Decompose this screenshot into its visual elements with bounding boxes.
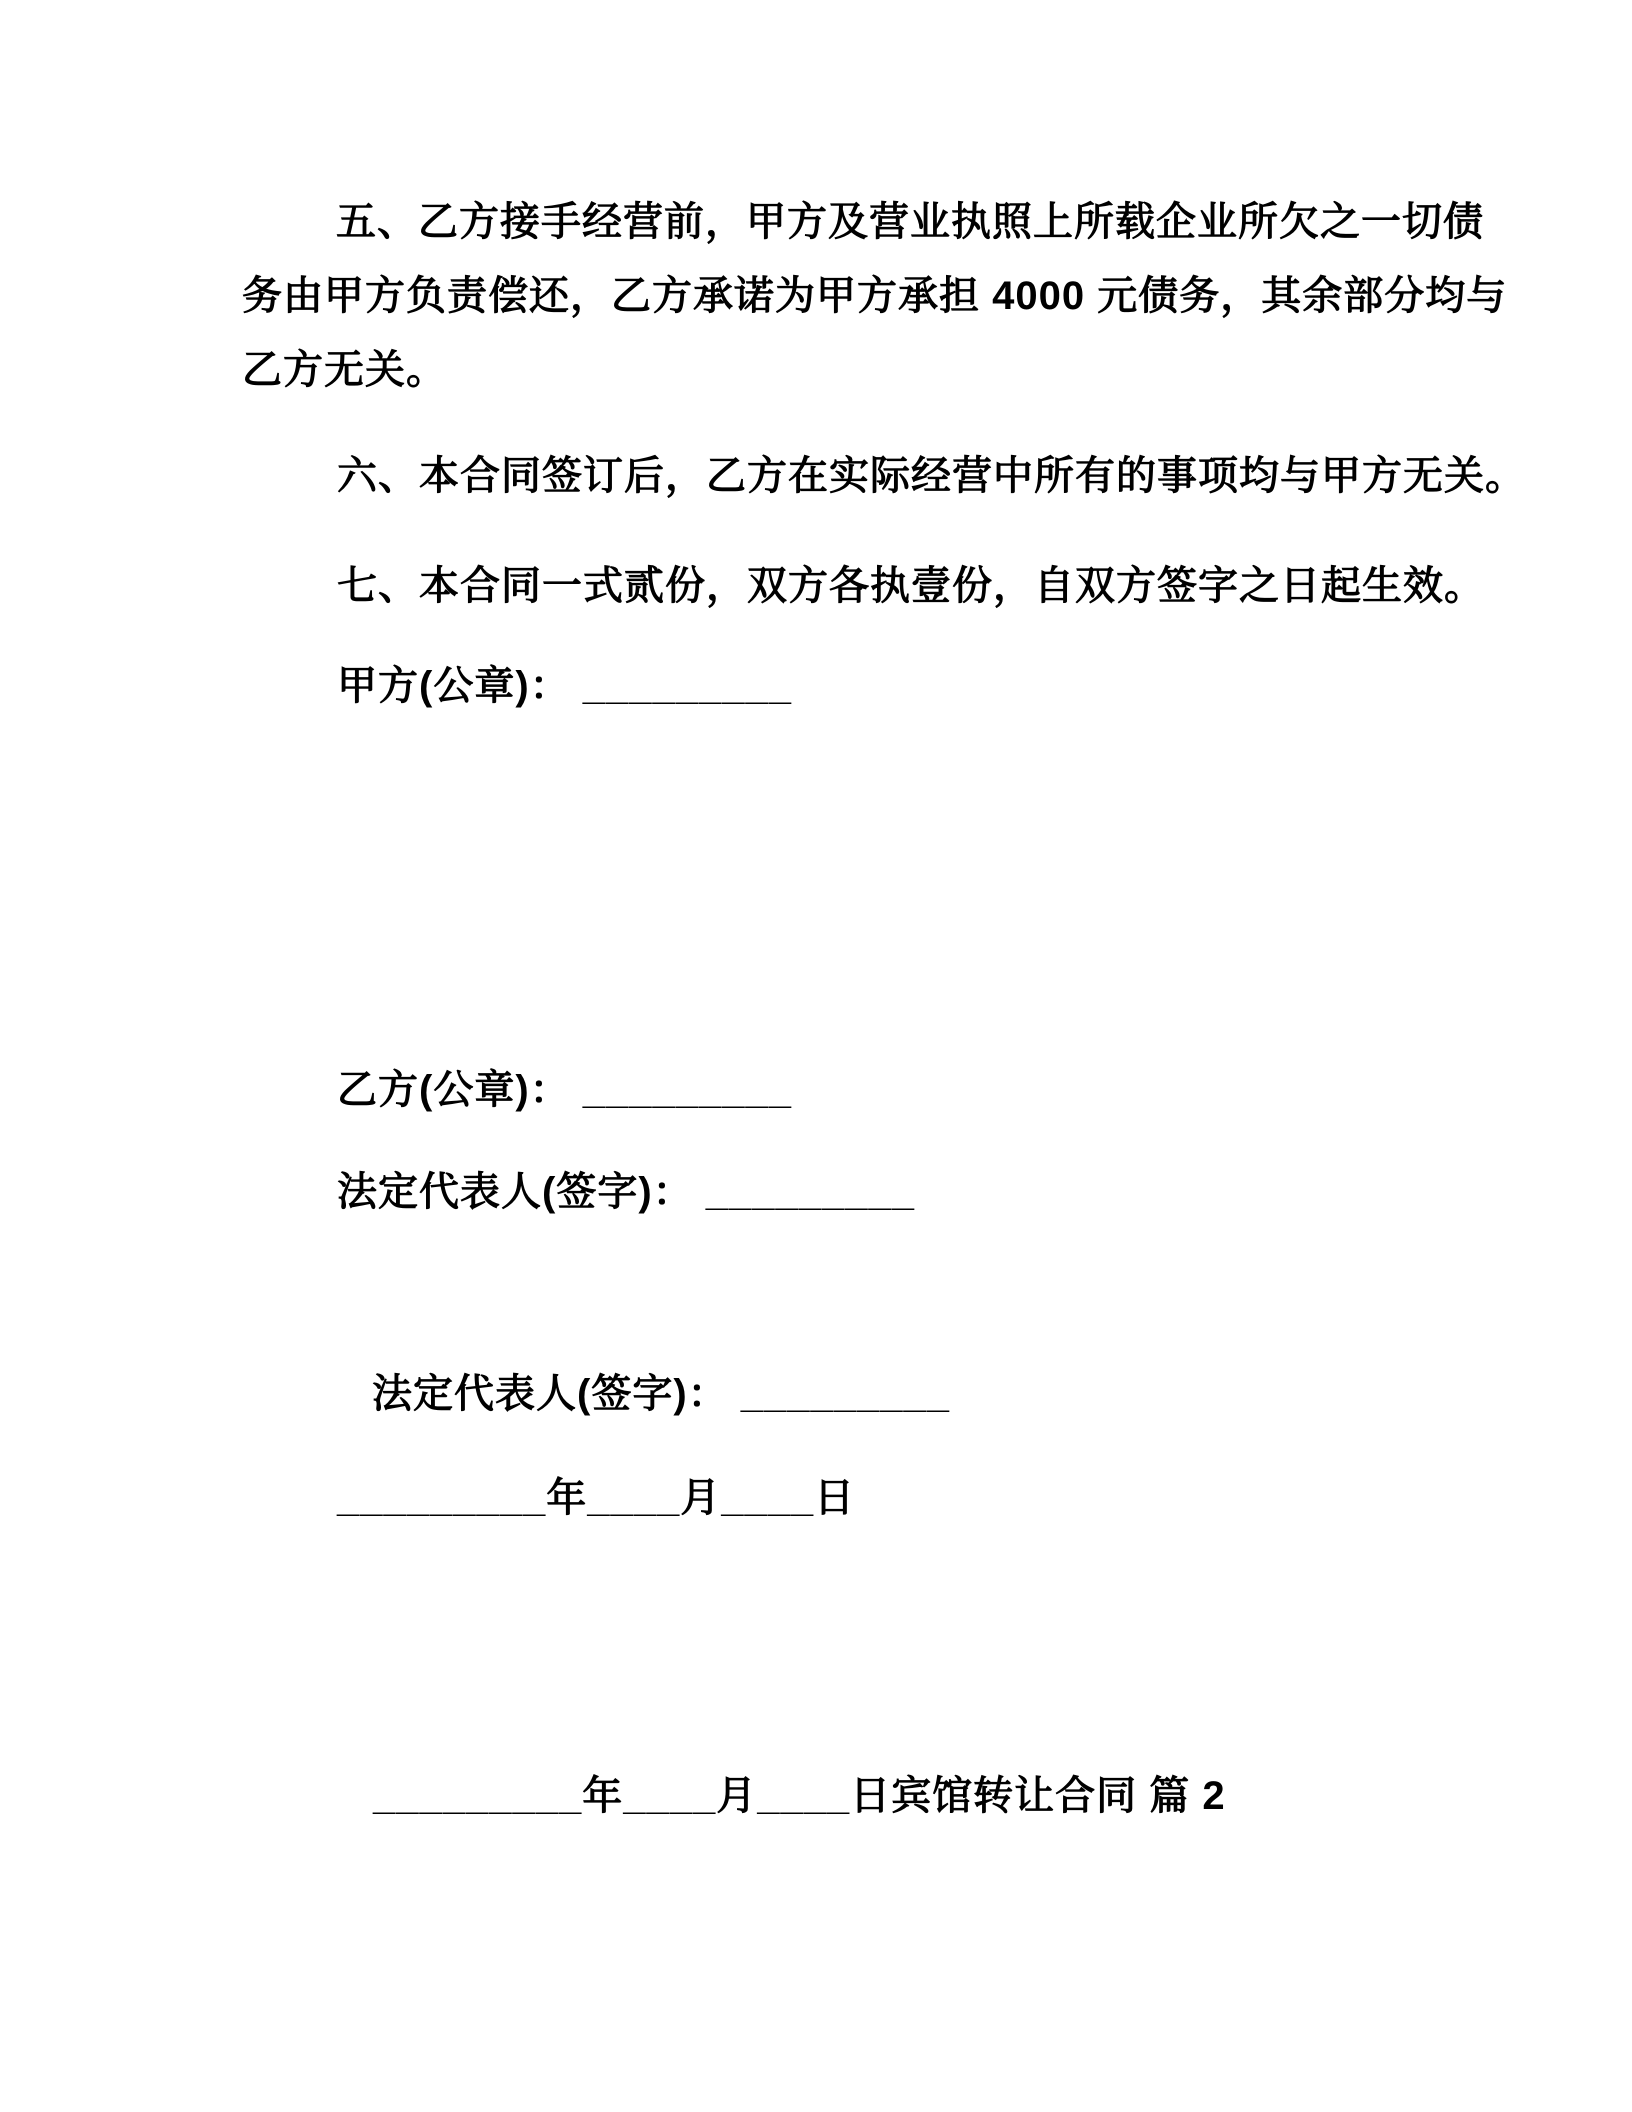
clause-five-line-1: 五、乙方接手经营前，甲方及营业执照上所载企业所欠之一切债 (336, 200, 1484, 244)
party-a-seal-line: 甲方(公章)： _________ (337, 664, 792, 708)
legal-representative-signature-line-1: 法定代表人(签字)： _________ (337, 1170, 915, 1214)
date-blank-line: _________年____月____日 (337, 1476, 856, 1520)
party-b-seal-line: 乙方(公章)： _________ (337, 1068, 792, 1112)
clause-seven: 七、本合同一式贰份，双方各执壹份，自双方签字之日起生效。 (337, 564, 1485, 608)
footer-date-and-next-section-line: _________年____月____日宾馆转让合同 篇 2 (373, 1774, 1226, 1818)
clause-five-line-2: 务由甲方负责偿还，乙方承诺为甲方承担 4000 元债务，其余部分均与 (242, 274, 1508, 318)
clause-five-line-3: 乙方无关。 (242, 348, 447, 392)
legal-representative-signature-line-2: 法定代表人(签字)： _________ (372, 1372, 950, 1416)
clause-six: 六、本合同签订后，乙方在实际经营中所有的事项均与甲方无关。 (337, 454, 1526, 498)
